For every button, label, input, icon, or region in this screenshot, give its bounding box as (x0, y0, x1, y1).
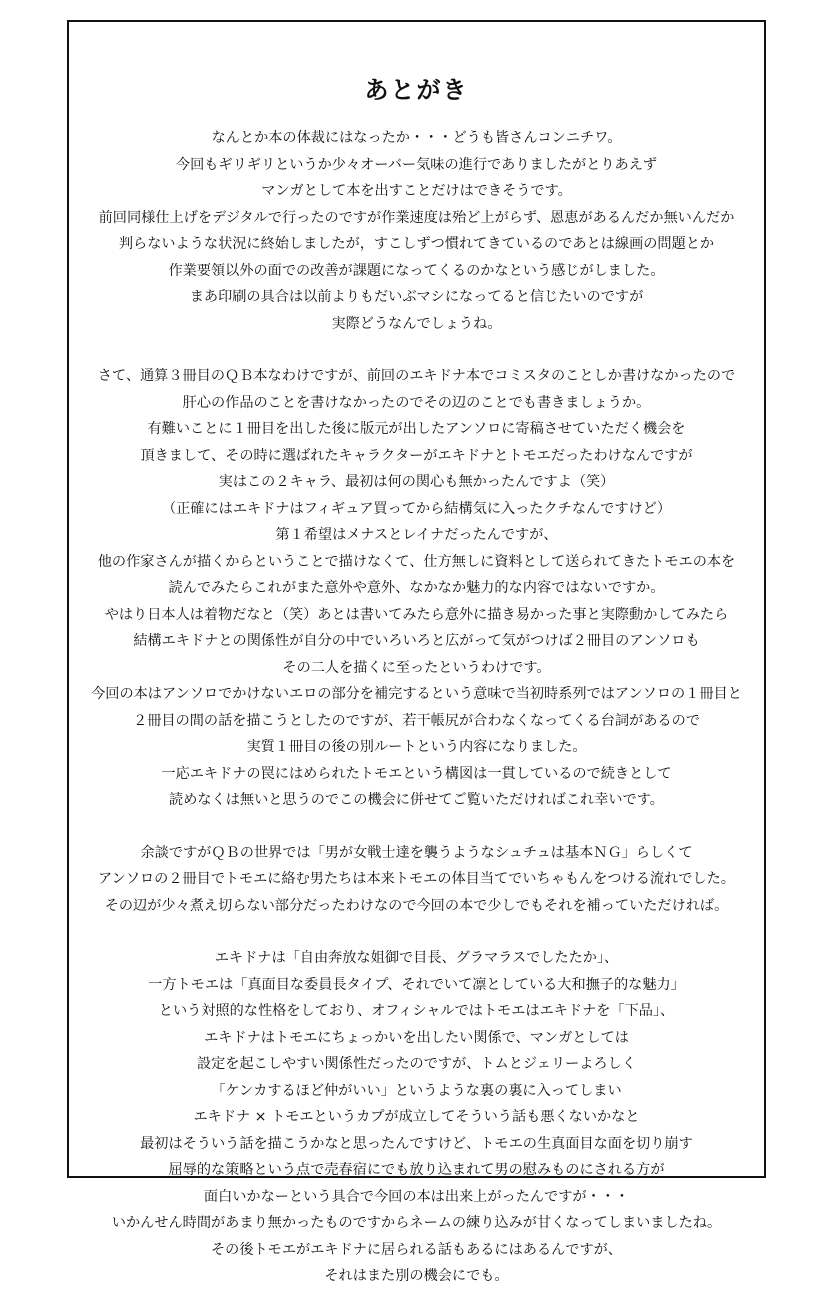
text-line: エキドナ × トモエというカプが成立してそういう話も悪くないかなと (193, 1109, 640, 1125)
text-line: 頂きまして、その時に選ばれたキャラクターがエキドナとトモエだったわけなんですが (140, 447, 693, 464)
text-line: その二人を描くに至ったというわけです。 (282, 659, 551, 676)
text-line: まあ印刷の具合は以前よりもだいぶマシになってると信じたいのですが (189, 289, 644, 305)
text-line: エキドナは「自由奔放な姐御で目長、グラマラスでしたたか」、 (214, 950, 619, 966)
text-line: 屈辱的な策略という点で売春宿にでも放り込まれて男の慰みものにされる方が (168, 1162, 665, 1178)
text-line: 一応エキドナの罠にはめられたトモエという構図は一貫しているので続きとして (161, 765, 672, 782)
text-line: 結構エキドナとの関係性が自分の中でいろいろと広がって気がつけば２冊目のアンソロも (133, 633, 700, 649)
paragraph-1 (69, 125, 764, 337)
text-line: いかんせん時間があまり無かったものですからネームの練り込みが甘くなってしまいましたね。 (111, 1215, 722, 1231)
text-line: エキドナはトモエにちょっかいを出したい関係で、マンガとしては (204, 1029, 629, 1046)
text-line: アンソロの２冊目でトモエに絡む男たちは本来トモエの体目当てでいちゃもんをつける流れでした。 (98, 871, 735, 887)
text-line: ２冊目の間の話を描こうとしたのですが、若干帳尻が合わなくなってくる台詞があるので (133, 712, 700, 729)
text-line: 実質１冊目の後の別ルートという内容になりました。 (246, 739, 587, 755)
text-line: 今回もギリギリというか少々オーバー気味の進行でありましたがとりあえず (175, 156, 658, 173)
text-line: その辺が少々煮え切らない部分だったわけなので今回の本で少しでもそれを補っていただければ。 (104, 897, 729, 914)
paragraph-3 (69, 840, 764, 920)
text-line: さて、通算３冊目のＱＢ本なわけですが、前回のエキドナ本でコミスタのことしか書けなかったので (97, 368, 736, 384)
text-line: 実はこの２キャラ、最初は何の関心も無かったんですよ（笑） (218, 474, 615, 490)
text-line: 設定を起こしやすい関係性だったのですが、トムとジェリーよろしく (196, 1056, 637, 1072)
text-line: 面白いかなーという具合で今回の本は出来上がったんですが・・・ (203, 1188, 630, 1205)
text-line: 前回同様仕上げをデジタルで行ったのですが作業速度は殆ど上がらず、恩恵があるんだか無いんだか (98, 209, 735, 226)
text-line: 読んでみたらこれがまた意外や意外、なかなか魅力的な内容ではないですか。 (168, 580, 665, 596)
text-line: 他の作家さんが描くからということで描けなくて、仕方無しに資料として送られてきたトモエの本を (97, 553, 736, 570)
text-line: 作業要領以外の面での改善が課題になってくるのかなという感じがしました。 (168, 262, 665, 279)
text-line: それはまた別の機会にでも。 (324, 1268, 509, 1284)
text-line: 肝心の作品のことを書けなかったのでその辺のことでも書きましょうか。 (182, 394, 651, 411)
text-line: 今回の本はアンソロでかけないエロの部分を補完するという意味で当初時系列ではアンソロの１冊目と (91, 686, 742, 702)
text-line: やはり日本人は着物だなと（笑）あとは書いてみたら意外に描き易かった事と実際動かしてみたら (104, 606, 729, 623)
text-line: 一方トモエは「真面目な委員長タイプ、それでいて凛としている大和撫子的な魅力」 (148, 976, 685, 993)
text-line: （正確にはエキドナはフィギュア買ってから結構気に入ったクチなんですけど） (161, 500, 672, 517)
afterword-body (69, 125, 764, 1316)
text-line: 「ケンカするほど仲がいい」というような裏の裏に入ってしまい (211, 1082, 622, 1099)
paragraph-2 (69, 363, 764, 814)
text-line: 最初はそういう話を描こうかなと思ったんですけど、トモエの生真面目な面を切り崩す (140, 1135, 693, 1152)
text-line: 実際どうなんでしょうね。 (331, 315, 502, 332)
text-line: なんとか本の体裁にはなったか・・・どうも皆さんコンニチワ。 (211, 130, 622, 146)
text-line: その後トモエがエキドナに居られる話もあるにはあるんですが、 (211, 1241, 622, 1258)
paragraph-4 (69, 945, 764, 1290)
text-line: マンガとして本を出すことだけはできそうです。 (261, 183, 572, 199)
text-line: 判らないような状況に終始しましたが，すこしずつ慣れてきているのであとは線画の問題とか (118, 236, 715, 252)
text-line: という対照的な性格をしており、オフィシャルではトモエはエキドナを「下品」、 (158, 1003, 675, 1019)
text-line: 読めなくは無いと思うのでこの機会に併せてご覧いただければこれ幸いです。 (169, 792, 664, 808)
text-line: 有難いことに１冊目を出した後に版元が出したアンソロに寄稿させていただく機会を (147, 421, 686, 437)
text-line: 余談ですがＱＢの世界では「男が女戦士達を襲うようなシュチュは基本ＮＧ」らしくて (140, 844, 693, 861)
page-title: あとがき (364, 76, 469, 104)
page-frame (67, 20, 766, 1284)
text-line: 第１希望はメナスとレイナだったんですが、 (275, 527, 558, 543)
